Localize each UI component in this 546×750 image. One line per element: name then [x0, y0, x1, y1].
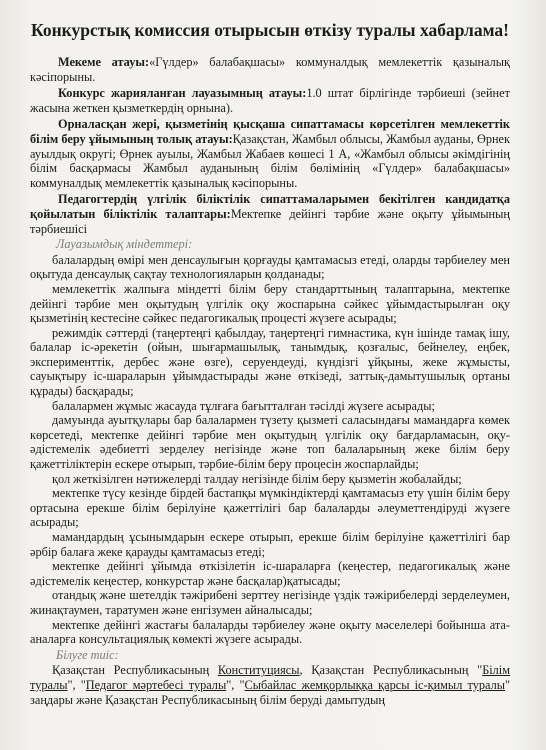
page-title: Конкурстық комиссия отырысын өткізу туралы хабарлама! [31, 20, 509, 40]
duties-heading: Лауазымдық міндеттері: [56, 237, 193, 252]
knowledge-text: Қазақстан Республикасының [52, 663, 218, 678]
knowledge-heading: Білуге тиіс: [56, 647, 119, 662]
knowledge-text: " заңдары және Қазақстан Республикасының білім беруді дамытудың [30, 677, 511, 707]
requirements-label: Педагогтердің үлгілік біліктілік сипаттамаларымен бекітілген кандидатқа қойылатын біліктілік талаптары: [30, 192, 510, 221]
duty-item: режимдік сәттерді (таңертеңгі қабылдау, таңертеңгі гимнастика, күн ішінде тамақ ішу, балалар іс-әрекетін (ойын, шығармашылық, танымдық, қозғалыс, бейнелеу, еңбек, эксперименттік, дербес және өзге), серуендеуді, күндізгі ұйқыны, жеке жұмысты, сауықтыру іс-шараларын ұйымдастырады және өткізеді, заттық-дамытушылық ортаны құрады) басқарады; [30, 325, 510, 399]
duty-item: мемлекеттік жалпыға міндетті білім беру стандарттының талаптарына, мектепке дейінгі тәрбие мен оқытудың үлгілік оқу жоспарына сәйкес ұйымдастырылған оқу қызметінің кестесіне сәйкес педагогикалық процесті жүзеге асырады; [30, 281, 510, 326]
duty-item: мектепке дейінгі ұйымда өткізілетін іс-шараларға (кеңестер, педагогикалық және әдістемелік кеңестер, конкурстар және басқалар)қатысады; [30, 559, 510, 588]
duty-item: отандық және шетелдік тәжірибені зерттеу негізінде үздік тәжірибелерді зерделеумен, жинақтаумен, таратумен және енгізумен айналысады; [30, 588, 510, 617]
requirements-value: Мектепке дейінгі тәрбие және оқыту ұйымының тәрбиешісі [30, 206, 510, 236]
duty-item: мамандардың ұсынымдарын ескере отырып, ерекше білім берілуіне қажеттілігі бар әрбір балаға жеке қарауды қамтамасыз етеді; [30, 530, 510, 559]
duty-item: қол жеткізілген нәтижелерді талдау негізінде білім беру қызметін жобалайды; [52, 471, 462, 486]
org-label: Мекеме атауы: [58, 55, 150, 69]
duty-item: балалардың өмірі мен денсаулығын қорғауды қамтамасыз етеді, оларды тәрбиелеу мен оқытуда денсаулық сақтау технологияларын қолданады; [30, 252, 510, 282]
knowledge-text: ", " [67, 677, 86, 692]
duty-item: балалармен жұмыс жасауда тұлғаға бағытталған тәсілді жүзеге асырады; [52, 398, 435, 413]
education-law-link[interactable]: Білім туралы [30, 663, 510, 692]
position-value: 1.0 штат бірлігінде тәрбиеші (зейнет жасына жеткен қызметкердің орнына). [30, 86, 510, 115]
position-paragraph [30, 86, 510, 115]
duty-item: мектепке дейінгі жастағы балаларды тәрбиелеу және оқыту мәселелері бойынша ата-аналарға консультациялық көмекті жүзеге асырады. [30, 617, 510, 647]
location-label: Орналасқан жері, қызметінің қысқаша сипаттамасы көрсетілген мемлекеттік білім беру ұйымының толық атауы: [30, 117, 510, 146]
knowledge-paragraph [30, 663, 510, 707]
duty-item: дамуында ауытқулары бар балалармен түзету қызметі саласындағы мамандарға көмек көрсетеді, мектепке дейінгі тәрбие мен оқытудың үлгілік оқу бағдарламасын, оқу-әдістемелік әдебиетті зерделеу негізінде және топ балаларының жеке білім беру қажеттіліктерін ескере отырып, тәрбие-білім беру процесін жоспарлайды; [30, 413, 510, 472]
org-value: «Гүлдер» балабақшасы» коммуналдық мемлекеттік қазыналық кәсіпорыны. [30, 55, 510, 84]
location-value: Қазақстан, Жамбыл облысы, Жамбыл ауданы, Өрнек ауылдық округі; Өрнек ауылы, Жамбыл Жабаев көшесі 1 А, «Жамбыл облысы әкімдігінің білім басқармасы Жамбыл ауданының білім бөлімінің «Гүлдер» балабақшасы» коммуналдық мемлекеттік қазыналық кәсіпорыны. [30, 131, 510, 190]
org-paragraph [30, 55, 510, 84]
anti-corruption-law-link[interactable]: Сыбайлас жемқорлыққа қарсы іс-қимыл туралы [244, 677, 505, 692]
duty-item: мектепке түсу кезінде бірдей бастапқы мүмкіндіктерді қамтамасыз ету үшін білім беру ортасына ерекше білім берілуіне қажеттілігі бар балаларды әлеуметтендіруді жүзеге асырады; [30, 486, 510, 530]
teacher-status-law-link[interactable]: Педагог мәртебесі туралы [85, 677, 227, 692]
location-paragraph [30, 117, 510, 190]
constitution-link[interactable]: Конституциясы [217, 663, 300, 678]
knowledge-text: ", " [226, 677, 245, 692]
requirements-paragraph [30, 192, 510, 236]
position-label: Конкурс жарияланған лауазымның атауы: [58, 86, 307, 101]
knowledge-text: , Қазақстан Республикасының " [299, 663, 483, 678]
